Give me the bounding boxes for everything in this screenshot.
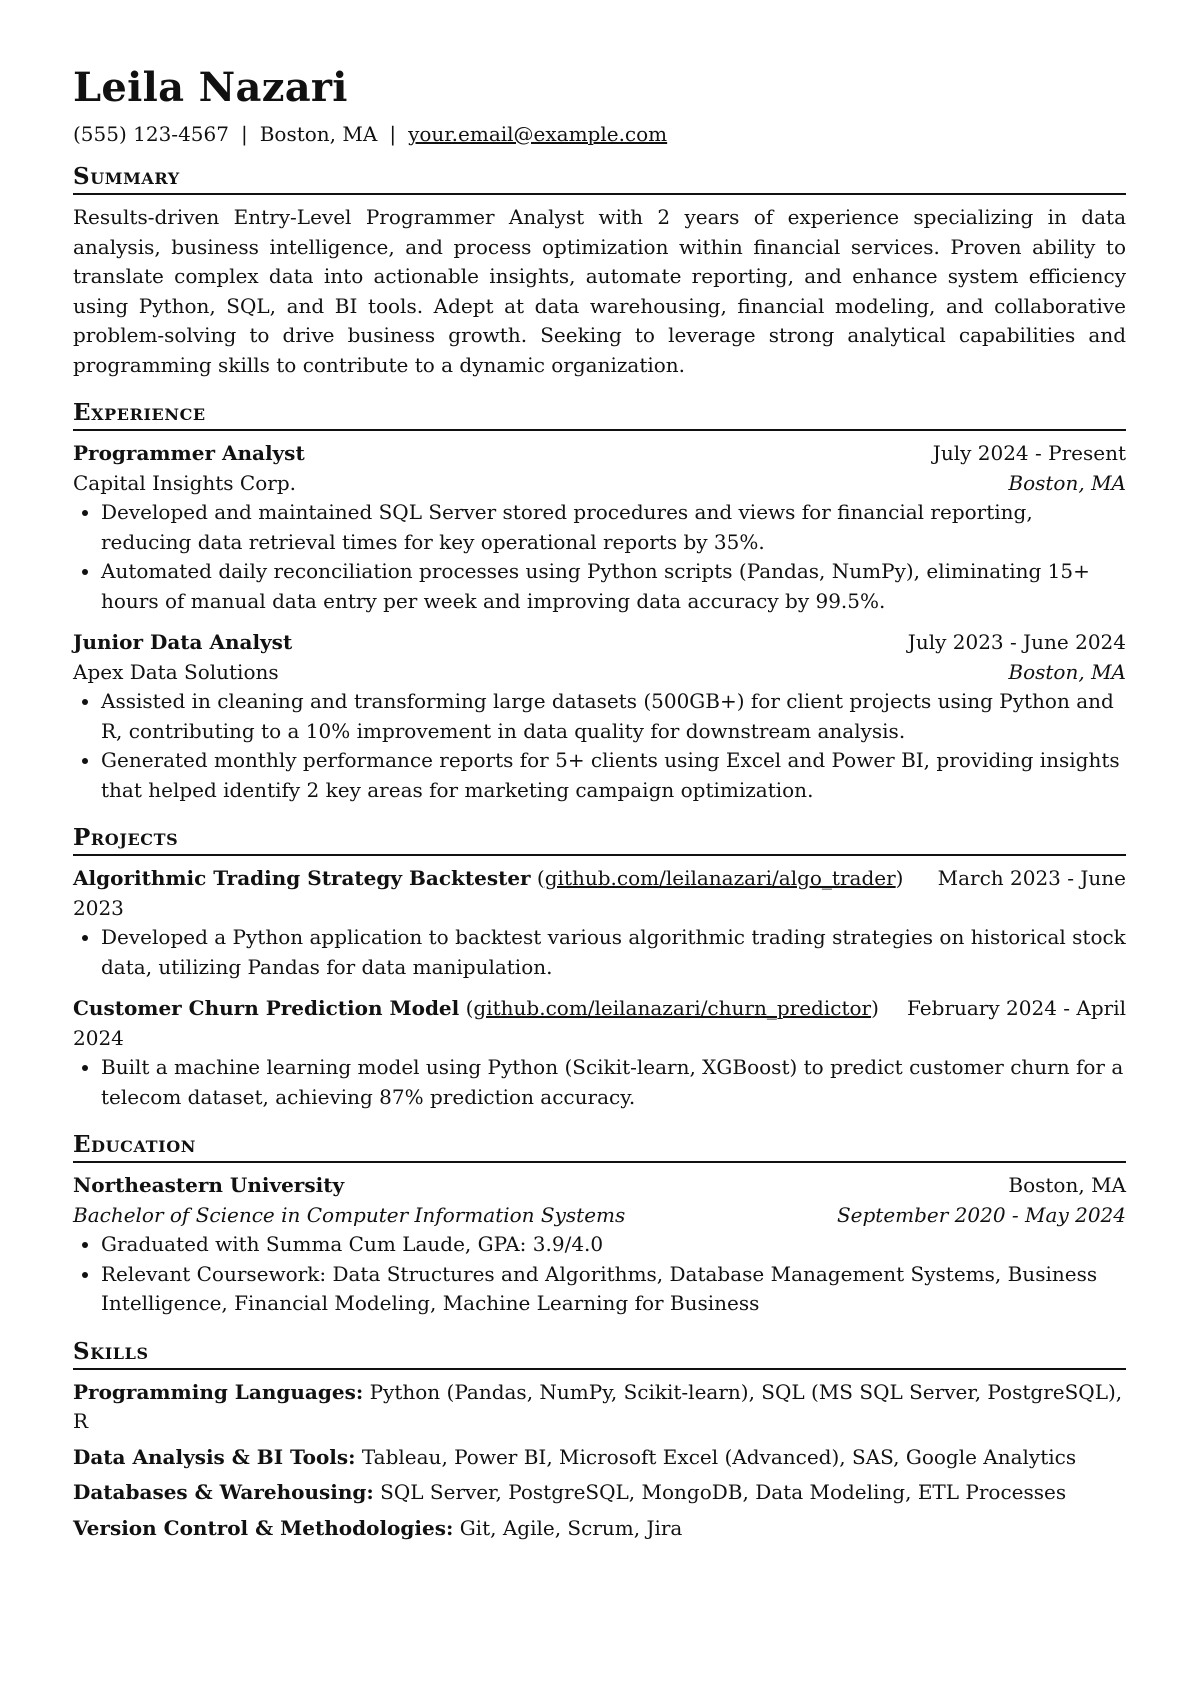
project-entry: Algorithmic Trading Strategy Backtester (github.com/leilanazari/algo_trader) March 2023 - June 2023 • Developed a Python application to backtest various algorithmic trading strategies on historical stock data, utilizing Pandas for data manipulation. (73, 864, 1126, 982)
project-dates: March 2023 - June (937, 866, 1126, 890)
school-name: Northeastern University (73, 1173, 345, 1197)
list-item: • Relevant Coursework: Data Structures and Algorithms, Database Management Systems, Business Intelligence, Financial Modeling, Machine Learning for Business (101, 1260, 1126, 1319)
job-role: Junior Data Analyst (73, 630, 293, 654)
skill-label: Version Control & Methodologies: (73, 1515, 454, 1540)
job-location: Boston, MA (1008, 470, 1126, 495)
job-dates: July 2024 - Present (932, 441, 1126, 465)
list-item: • Automated daily reconciliation processes using Python scripts (Pandas, NumPy), eliminating 15+ hours of manual data entry per week and improving data accuracy by 99.5%. (101, 557, 1126, 616)
education-dates: September 2020 - May 2024 (836, 1202, 1126, 1227)
section-title-experience: Experience (73, 398, 1126, 431)
skill-line (73, 1443, 1126, 1473)
job-company: Apex Data Solutions (73, 659, 279, 684)
school-location: Boston, MA (1008, 1173, 1126, 1197)
skill-value: SQL Server, PostgreSQL, MongoDB, Data Modeling, ETL Processes (380, 1480, 1067, 1504)
list-item: • Built a machine learning model using Python (Scikit-learn, XGBoost) to predict customer churn for a telecom dataset, achieving 87% prediction accuracy. (101, 1053, 1126, 1112)
project-dates: February 2024 - April (907, 996, 1126, 1020)
section-title-projects: Projects (73, 823, 1126, 856)
project-dates-end: 2023 (73, 895, 124, 920)
list-item: • Developed a Python application to backtest various algorithmic trading strategies on historical stock data, utilizing Pandas for data manipulation. (101, 923, 1126, 982)
job-bullets (73, 498, 1126, 616)
job-company: Capital Insights Corp. (73, 470, 296, 495)
experience-section (73, 398, 1126, 805)
education-section (73, 1130, 1126, 1319)
contact-line (73, 120, 1126, 148)
project-bullets (73, 923, 1126, 982)
project-dates-end: 2024 (73, 1025, 124, 1050)
job-entry (73, 628, 1126, 805)
list-item: • Developed and maintained SQL Server stored procedures and views for financial reporting, reducing data retrieval times for key operational reports by 35%. (101, 498, 1126, 557)
list-item: • Graduated with Summa Cum Laude, GPA: 3.9/4.0 (101, 1230, 1126, 1260)
separator: | (240, 122, 248, 146)
skill-label: Programming Languages: (73, 1379, 364, 1404)
section-title-skills: Skills (73, 1337, 1126, 1370)
skill-value: Tableau, Power BI, Microsoft Excel (Advanced), SAS, Google Analytics (361, 1444, 1077, 1469)
section-title-summary: Summary (73, 162, 1126, 195)
project-name: Customer Churn Prediction Model (73, 996, 460, 1020)
job-entry (73, 439, 1126, 616)
summary-section (73, 162, 1126, 380)
education-bullets (73, 1230, 1126, 1319)
location: Boston, MA (259, 122, 378, 146)
phone: (555) 123-4567 (73, 122, 229, 146)
skill-label: Data Analysis & BI Tools: (73, 1444, 356, 1469)
email-link[interactable]: your.email@example.com (408, 122, 668, 146)
candidate-name: Leila Nazari (73, 64, 348, 111)
list-item: • Generated monthly performance reports for 5+ clients using Excel and Power BI, providing insights that helped identify 2 key areas for marketing campaign optimization. (101, 746, 1126, 805)
job-location: Boston, MA (1008, 659, 1126, 684)
skill-line (73, 1514, 1126, 1544)
project-entry: Customer Churn Prediction Model (github.com/leilanazari/churn_predictor) February 2024 - April 2024 • Built a machine learning model using Python (Scikit-learn, XGBoost) to predict customer churn for a telecom dataset, achieving 87% prediction accuracy. (73, 994, 1126, 1112)
project-link[interactable]: github.com/leilanazari/algo_trader (544, 866, 896, 890)
skills-section (73, 1337, 1126, 1544)
job-bullets (73, 687, 1126, 805)
skill-label: Databases & Warehousing: (73, 1480, 374, 1504)
section-title-education: Education (73, 1130, 1126, 1163)
degree: Bachelor of Science in Computer Information Systems (73, 1202, 626, 1227)
job-role: Programmer Analyst (73, 441, 305, 465)
project-link[interactable]: github.com/leilanazari/churn_predictor (473, 996, 872, 1020)
skill-value: Python (Pandas, NumPy, Scikit-learn), SQL (MS SQL Server, PostgreSQL), R (73, 1379, 1123, 1433)
skill-line (73, 1478, 1126, 1508)
skill-value: Git, Agile, Scrum, Jira (459, 1515, 683, 1540)
projects-section (73, 823, 1126, 1112)
summary-text: Results-driven Entry-Level Programmer Analyst with 2 years of experience specializing in data analysis, business intelligence, and process optimization within financial services. Proven ability to translate complex data into actionable insights, automate reporting, and enhance system efficiency using Python, SQL, and BI tools. Adept at data warehousing, financial modeling, and collaborative problem-solving to drive business growth. Seeking to leverage strong analytical capabilities and programming skills to contribute to a dynamic organization. (73, 205, 1126, 377)
project-name: Algorithmic Trading Strategy Backtester (73, 866, 531, 890)
list-item: • Assisted in cleaning and transforming large datasets (500GB+) for client projects using Python and R, contributing to a 10% improvement in data quality for downstream analysis. (101, 687, 1126, 746)
separator: | (389, 122, 397, 146)
job-dates: July 2023 - June 2024 (907, 630, 1126, 654)
skill-line (73, 1378, 1126, 1437)
project-bullets (73, 1053, 1126, 1112)
